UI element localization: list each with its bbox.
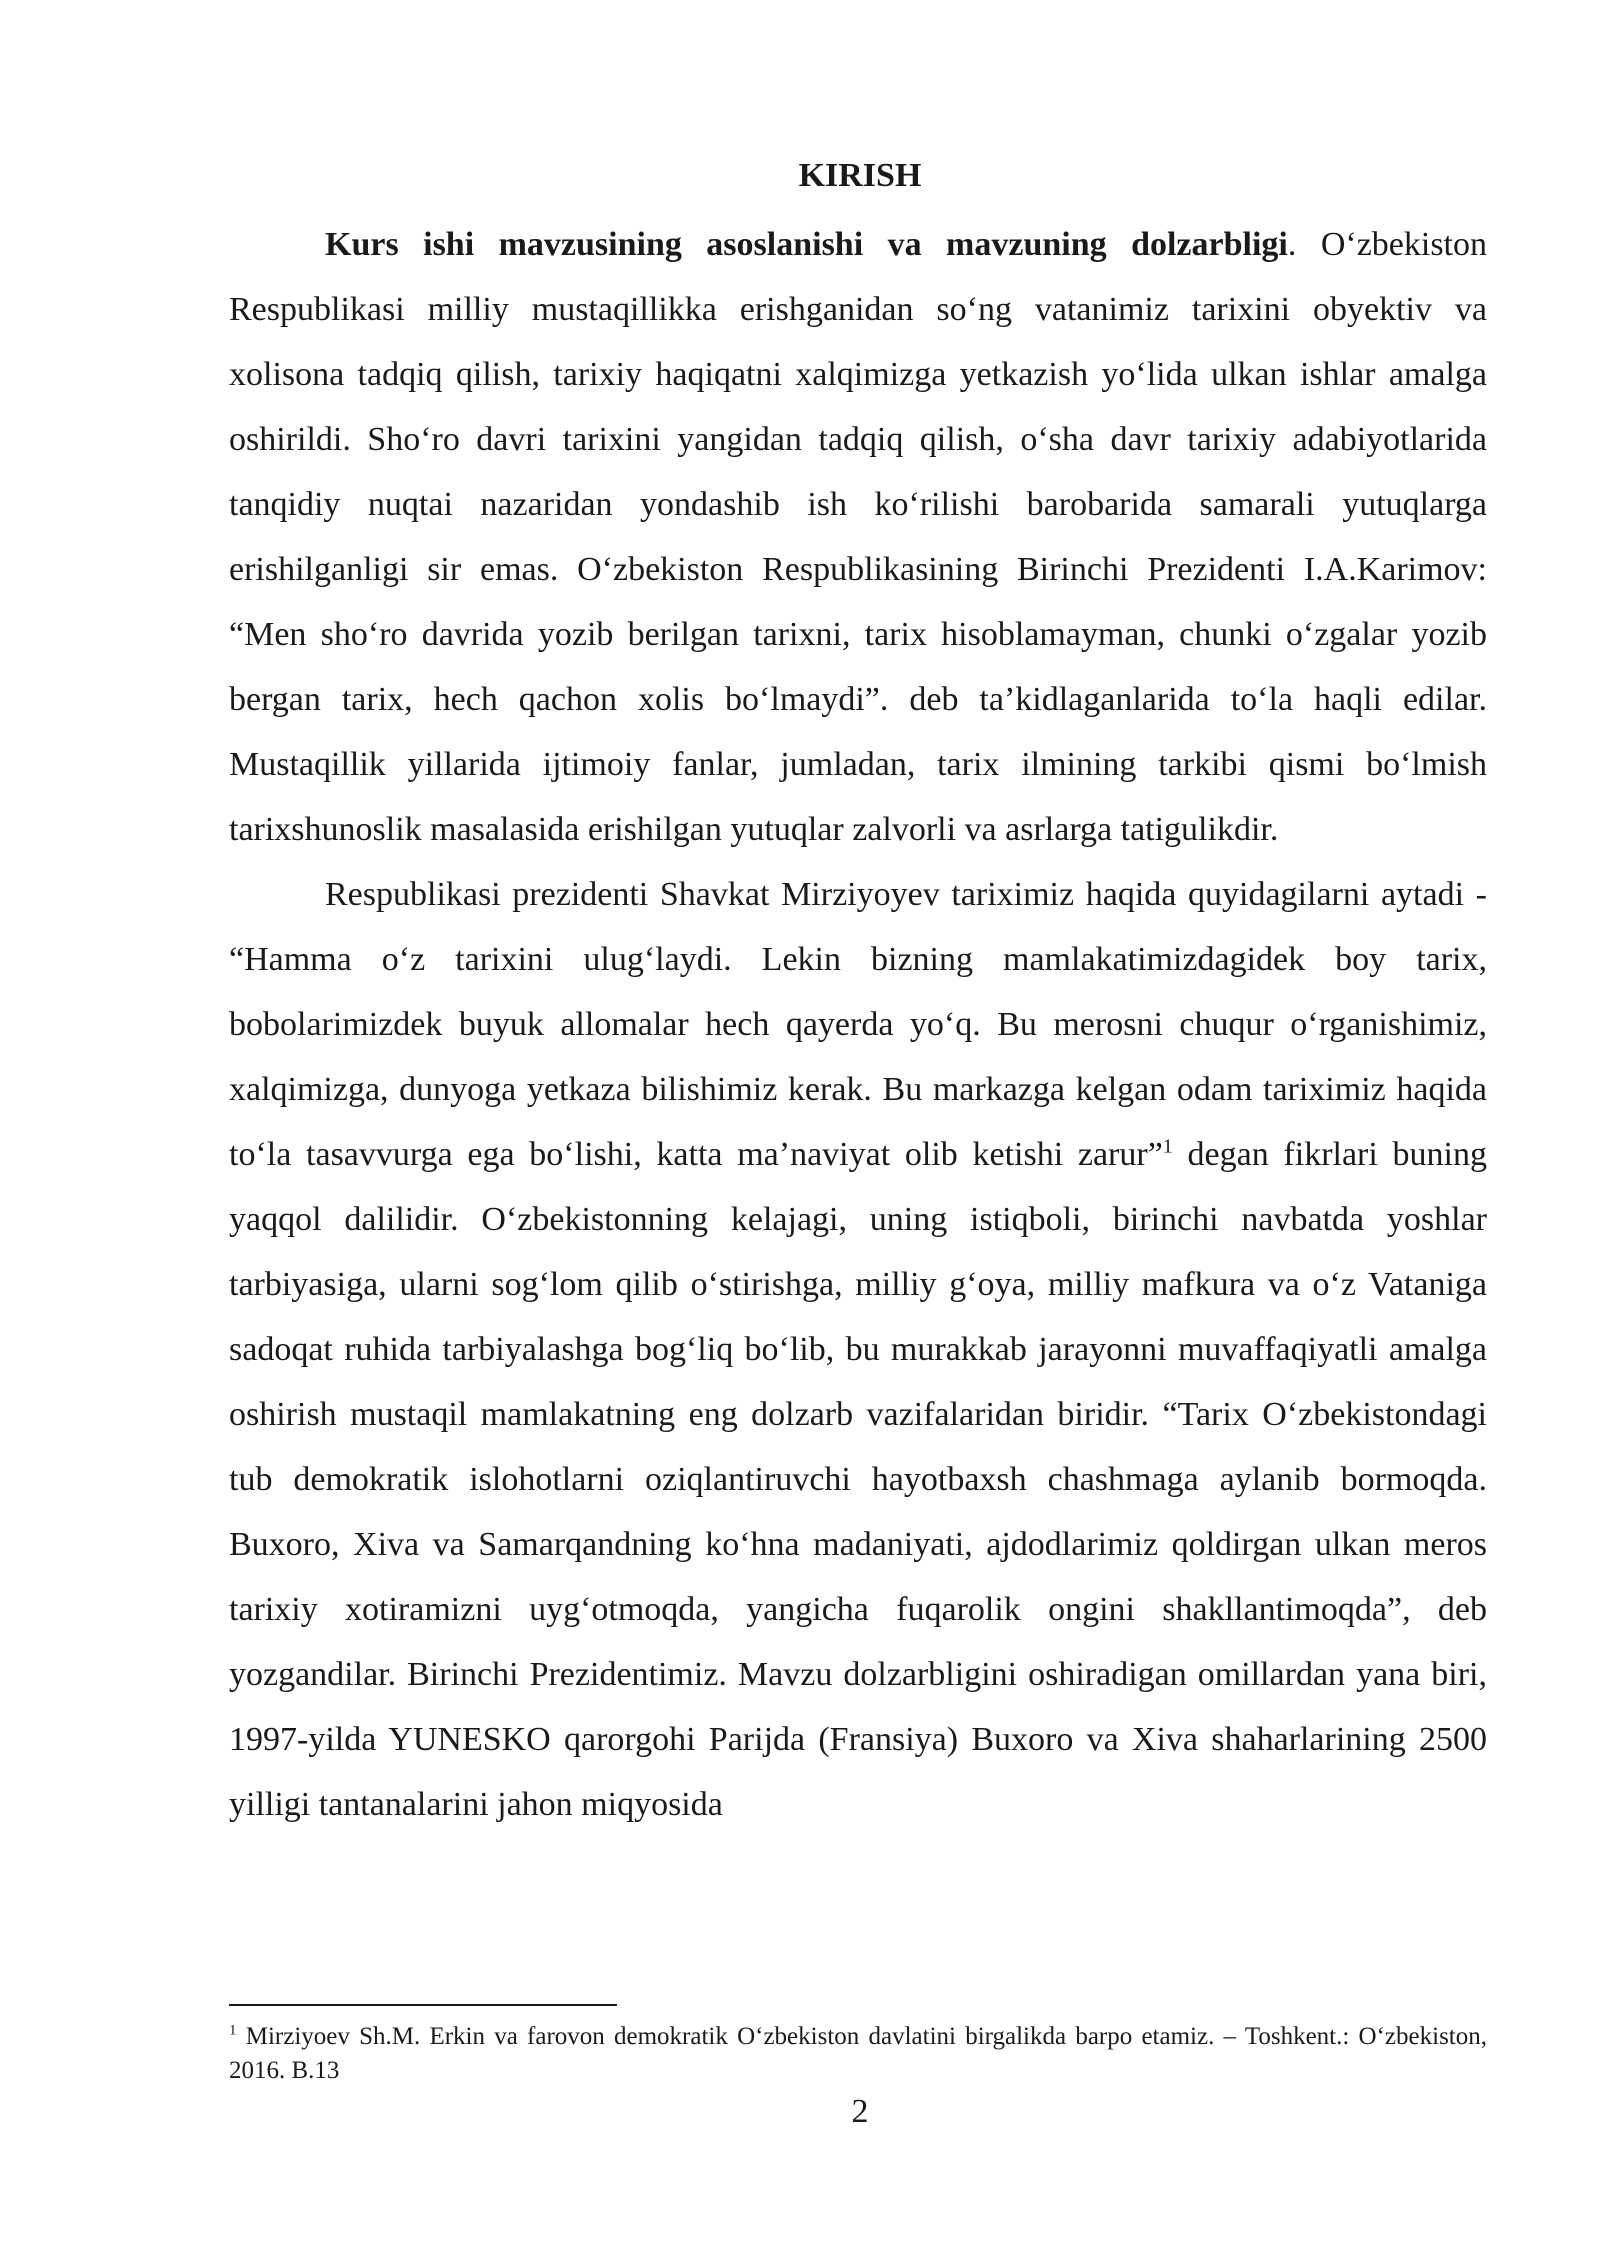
footnote (229, 2020, 1487, 2088)
paragraph-2-text-start: Respublikasi prezidenti Shavkat Mirziyoyev tariximiz haqida quyidagilarni aytadi - “Hamma o‘z tarixini ulug‘laydi. Lekin bizning mamlakatimizdagidek boy tarix, bobolarimizdek buyuk allomalar hech qayerda yo‘q. Bu merosni chuqur o‘rganishimiz, xalqimizga, dunyoga yetkaza bilishimiz kerak. Bu markazga kelgan odam tariximiz haqida to‘la tasavvurga ega bo‘lishi, katta ma’naviyat olib ketishi zarur” (229, 876, 1487, 1173)
paragraph-2 (229, 862, 1487, 1837)
body-text (229, 212, 1487, 1837)
footnote-number: 1 (229, 2022, 237, 2039)
paragraph-1-text: . O‘zbekiston Respublikasi milliy mustaqillikka erishganidan so‘ng vatanimiz tarixini obyektiv va xolisona tadqiq qilish, tarixiy haqiqatni xalqimizga yetkazish yo‘lida ulkan ishlar amalga oshirildi. Sho‘ro davri tarixini yangidan tadqiq qilish, o‘sha davr tarixiy adabiyotlarida tanqidiy nuqtai nazaridan yondashib ish ko‘rilishi barobarida samarali yutuqlarga erishilganligi sir emas. O‘zbekiston Respublikasining Birinchi Prezidenti I.A.Karimov: “Men sho‘ro davrida yozib berilgan tarixni, tarix hisoblamayman, chunki o‘zgalar yozib bergan tarix, hech qachon xolis bo‘lmaydi”. deb ta’kidlaganlarida to‘la haqli edilar. Mustaqillik yillarida ijtimoiy fanlar, jumladan, tarix ilmining tarkibi qismi bo‘lmish tarixshunoslik masalasida erishilgan yutuqlar zalvorli va asrlarga tatigulikdir. (229, 226, 1488, 848)
paragraph-1-bold-lead: Kurs ishi mavzusining asoslanishi va mavzuning dolzarbligi (325, 226, 1288, 263)
footnote-text: Mirziyoev Sh.M. Erkin va farovon demokratik O‘zbekiston davlatini birgalikda barpo etamiz. – Toshkent.: O‘zbekiston, 2016. B.13 (229, 2023, 1487, 2084)
paragraph-2-text-end: degan fikrlari buning yaqqol dalilidir. O‘zbekistonning kelajagi, uning istiqboli, birinchi navbatda yoshlar tarbiyasiga, ularni sog‘lom qilib o‘stirishga, milliy g‘oya, milliy mafkura va o‘z Vataniga sadoqat ruhida tarbiyalashga bog‘liq bo‘lib, bu murakkab jarayonni muvaffaqiyatli amalga oshirish mustaqil mamlakatning eng dolzarb vazifalaridan biridir. “Tarix O‘zbekistondagi tub demokratik islohotlarni oziqlantiruvchi hayotbaxsh chashmaga aylanib bormoqda. Buxoro, Xiva va Samarqandning ko‘hna madaniyati, ajdodlarimiz qoldirgan ulkan meros tarixiy xotiramizni uyg‘otmoqda, yangicha fuqarolik ongini shakllantimoqda”, deb yozgandilar. Birinchi Prezidentimiz. Mavzu dolzarbligini oshiradigan omillardan yana biri, 1997-yilda YUNESKO qarorgohi Parijda (Fransiya) Buxoro va Xiva shaharlarining 2500 yilligi tantanalarini jahon miqyosida (229, 1136, 1487, 1823)
footnote-separator (229, 2004, 617, 2006)
page-number: 2 (851, 2093, 869, 2130)
section-title: KIRISH (798, 157, 922, 194)
footnote-reference[interactable]: 1 (1162, 1135, 1173, 1158)
paragraph-1 (229, 212, 1487, 862)
